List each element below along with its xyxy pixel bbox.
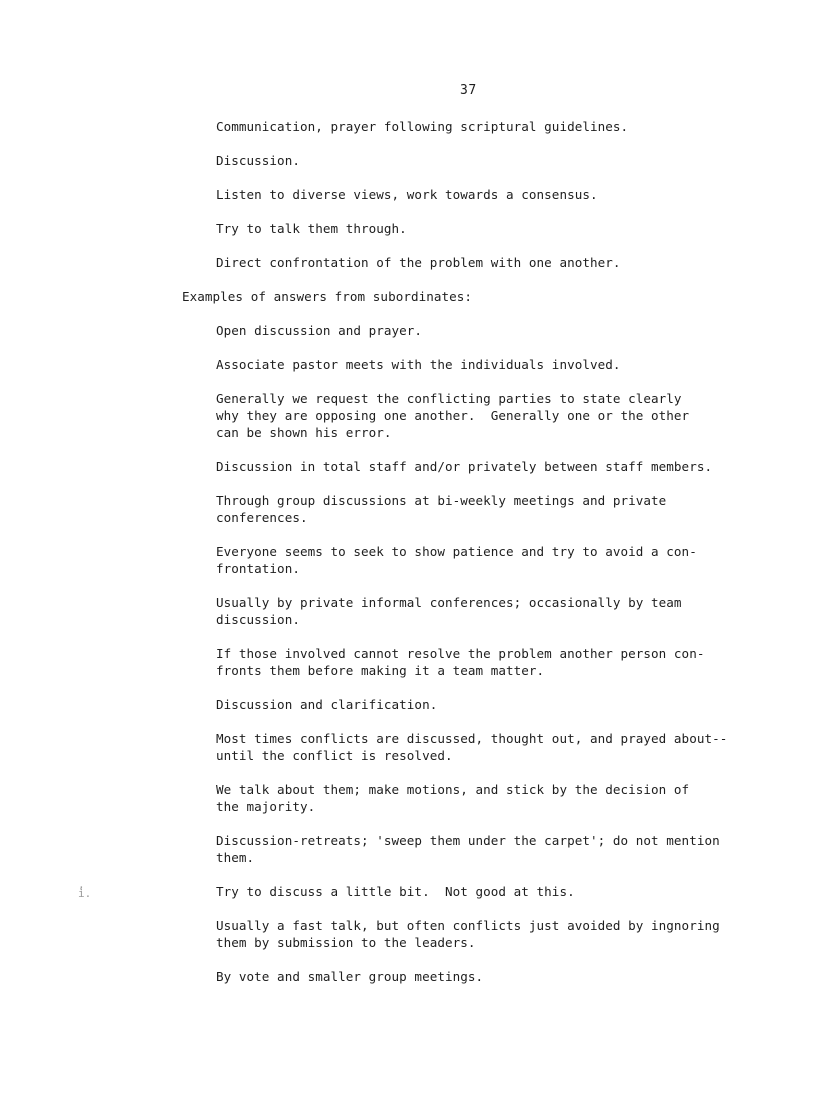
answer-item: Try to talk them through. (216, 221, 407, 236)
section-heading: Examples of answers from subordinates: (182, 289, 473, 304)
page-number: 37 (460, 83, 477, 98)
margin-mark: , i. (78, 878, 92, 900)
answer-item: By vote and smaller group meetings. (216, 969, 484, 984)
answer-item: Listen to diverse views, work towards a consensus. (216, 187, 598, 202)
answer-item: Usually by private informal conferences; occasionally by team discussion. (216, 595, 682, 627)
answer-item: Direct confrontation of the problem with one another. (216, 255, 621, 270)
answer-item: Everyone seems to seek to show patience and try to avoid a con- frontation. (216, 544, 697, 576)
answer-item: Associate pastor meets with the individuals involved. (216, 357, 621, 372)
answer-item: Discussion and clarification. (216, 697, 438, 712)
answer-item: Usually a fast talk, but often conflicts just avoided by ingnoring them by submission to the leaders. (216, 918, 720, 950)
answer-item: Most times conflicts are discussed, thought out, and prayed about-- until the conflict is resolved. (216, 731, 728, 763)
answer-item: Open discussion and prayer. (216, 323, 423, 338)
answer-item: Generally we request the conflicting parties to state clearly why they are opposing one another. Generally one or the other can be shown his error. (216, 391, 690, 440)
page-body (0, 118, 839, 1002)
answer-item: Discussion in total staff and/or privately between staff members. (216, 459, 713, 474)
answer-item: Through group discussions at bi-weekly meetings and private conferences. (216, 493, 667, 525)
answer-item: Discussion. (216, 153, 300, 168)
answer-item: Communication, prayer following scriptural guidelines. (216, 119, 629, 134)
answer-item: Try to discuss a little bit. Not good at this. (216, 884, 575, 899)
answer-item: Discussion-retreats; 'sweep them under the carpet'; do not mention them. (216, 833, 720, 865)
answer-item: If those involved cannot resolve the problem another person con- fronts them before making it a team matter. (216, 646, 705, 678)
answer-item: We talk about them; make motions, and stick by the decision of the majority. (216, 782, 690, 814)
